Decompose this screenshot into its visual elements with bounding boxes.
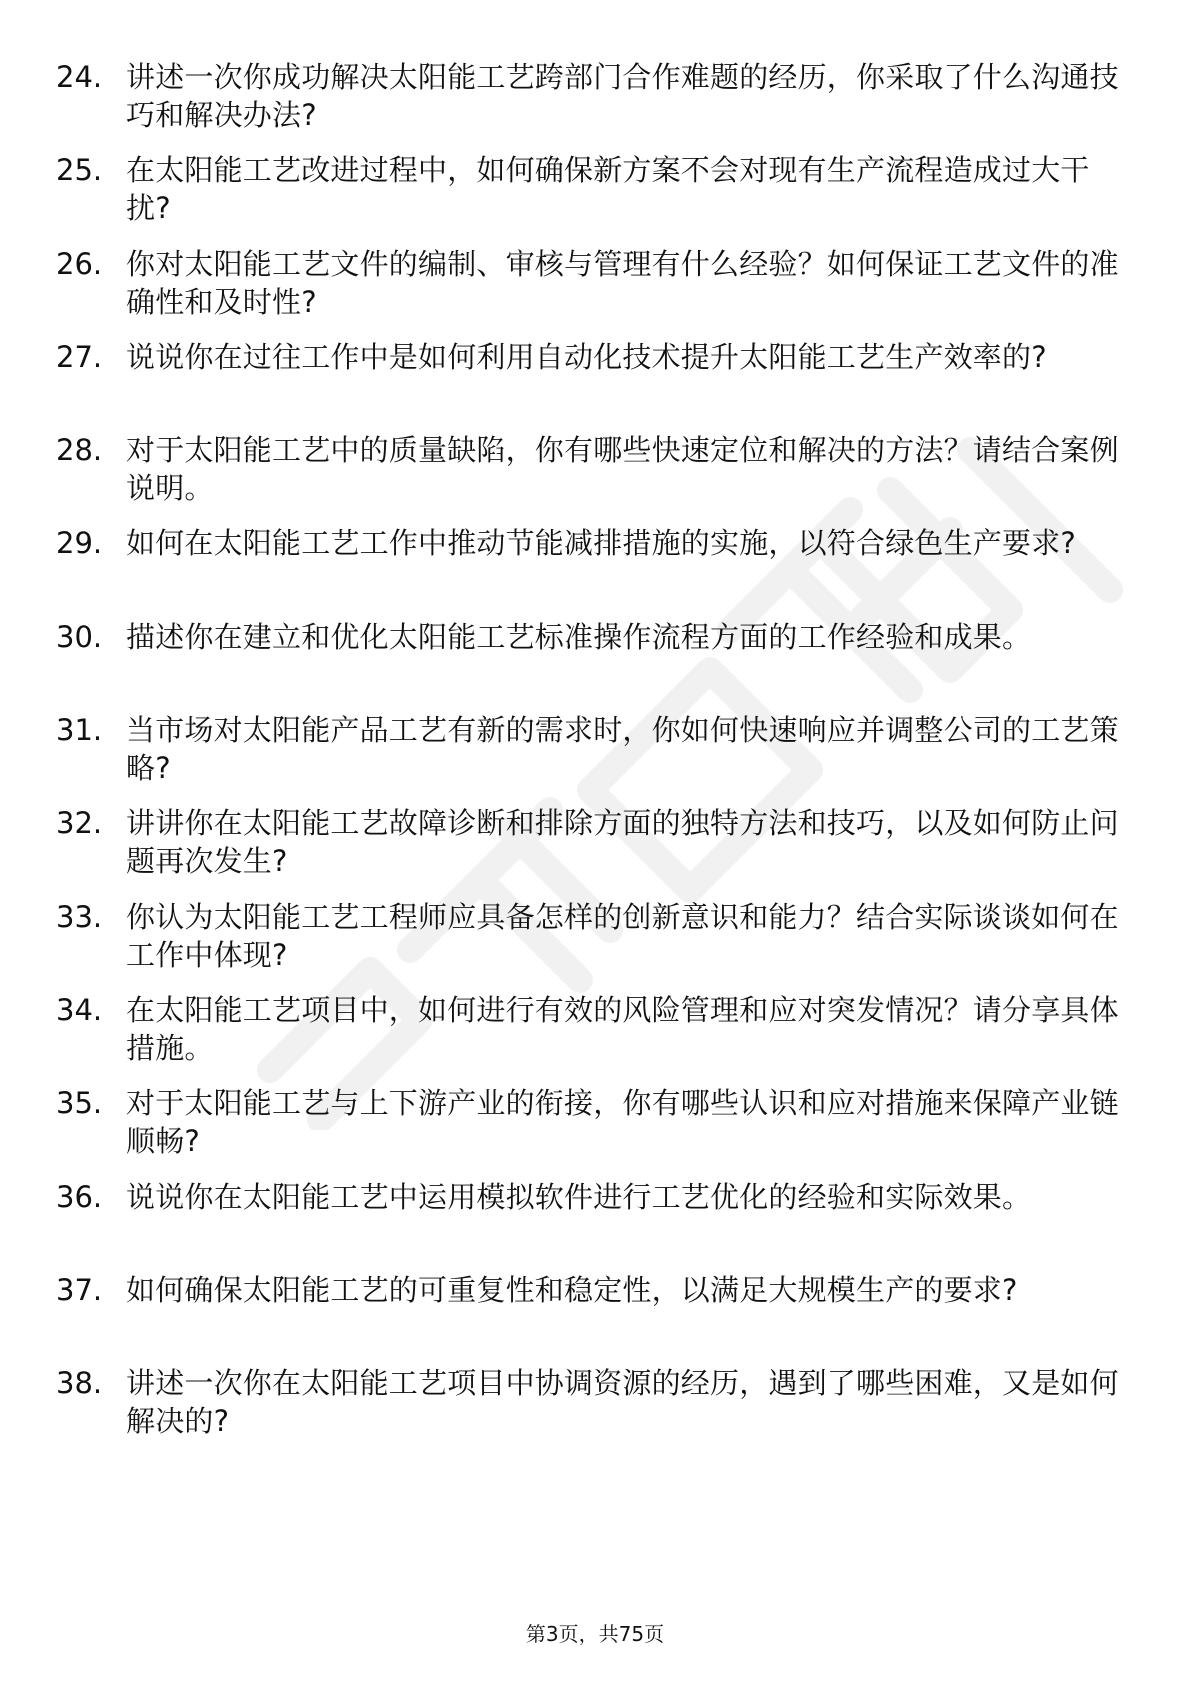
page-footer: 第3页，共75页 [525,1622,665,1646]
question-text: 讲讲你在太阳能工艺故障诊断和排除方面的独特方法和技巧，以及如何防止问题再次发生? [126,806,1119,879]
question-number: 30. [56,619,103,654]
question-number: 25. [56,153,103,188]
question-number: 38. [56,1366,103,1401]
question-number: 27. [56,339,103,374]
question-number: 32. [56,806,103,841]
question-item [56,804,1136,897]
question-number: 24. [56,60,103,94]
question-text: 说说你在太阳能工艺中运用模拟软件进行工艺优化的经验和实际效果。 [126,1179,1032,1214]
question-text: 在太阳能工艺改进过程中，如何确保新方案不会对现有生产流程造成过大干扰? [126,153,1090,226]
question-item [56,1084,1136,1177]
question-item [56,58,1136,151]
question-number: 33. [56,899,103,934]
question-text: 描述你在建立和优化太阳能工艺标准操作流程方面的工作经验和成果。 [126,619,1032,654]
question-text: 对于太阳能工艺中的质量缺陷，你有哪些快速定位和解决的方法？请结合案例说明。 [126,433,1119,506]
question-number: 29. [56,526,103,561]
question-text: 如何在太阳能工艺工作中推动节能减排措施的实施，以符合绿色生产要求? [126,526,1076,561]
question-text: 在太阳能工艺项目中，如何进行有效的风险管理和应对突发情况？请分享具体措施。 [126,992,1119,1065]
question-number: 28. [56,433,103,468]
question-number: 26. [56,246,103,281]
question-item [56,1178,1136,1271]
question-item [56,1364,1136,1457]
question-number: 31. [56,713,103,748]
question-item [56,151,1136,244]
question-item [56,711,1136,804]
question-text: 讲述一次你在太阳能工艺项目中协调资源的经历，遇到了哪些困难，又是如何解决的? [126,1366,1119,1439]
question-number: 34. [56,992,103,1027]
question-item [56,618,1136,711]
question-text: 你对太阳能工艺文件的编制、审核与管理有什么经验？如何保证工艺文件的准确性和及时性? [126,246,1119,319]
question-text: 对于太阳能工艺与上下游产业的衔接，你有哪些认识和应对措施来保障产业链顺畅? [126,1086,1119,1159]
question-number: 37. [56,1272,103,1307]
question-list [56,58,1136,1457]
question-item [56,1271,1136,1364]
question-text: 你认为太阳能工艺工程师应具备怎样的创新意识和能力？结合实际谈谈如何在工作中体现? [126,899,1119,972]
question-number: 35. [56,1086,103,1121]
question-text: 讲述一次你成功解决太阳能工艺跨部门合作难题的经历，你采取了什么沟通技巧和解决办法? [126,60,1119,132]
question-item [56,524,1136,617]
question-text: 说说你在过往工作中是如何利用自动化技术提升太阳能工艺生产效率的? [126,339,1047,374]
question-item [56,245,1136,338]
question-item [56,991,1136,1084]
question-item [56,338,1136,431]
question-number: 36. [56,1179,103,1214]
question-text: 当市场对太阳能产品工艺有新的需求时，你如何快速响应并调整公司的工艺策略? [126,713,1119,786]
question-item [56,431,1136,524]
question-text: 如何确保太阳能工艺的可重复性和稳定性，以满足大规模生产的要求? [126,1272,1018,1307]
question-item [56,898,1136,991]
